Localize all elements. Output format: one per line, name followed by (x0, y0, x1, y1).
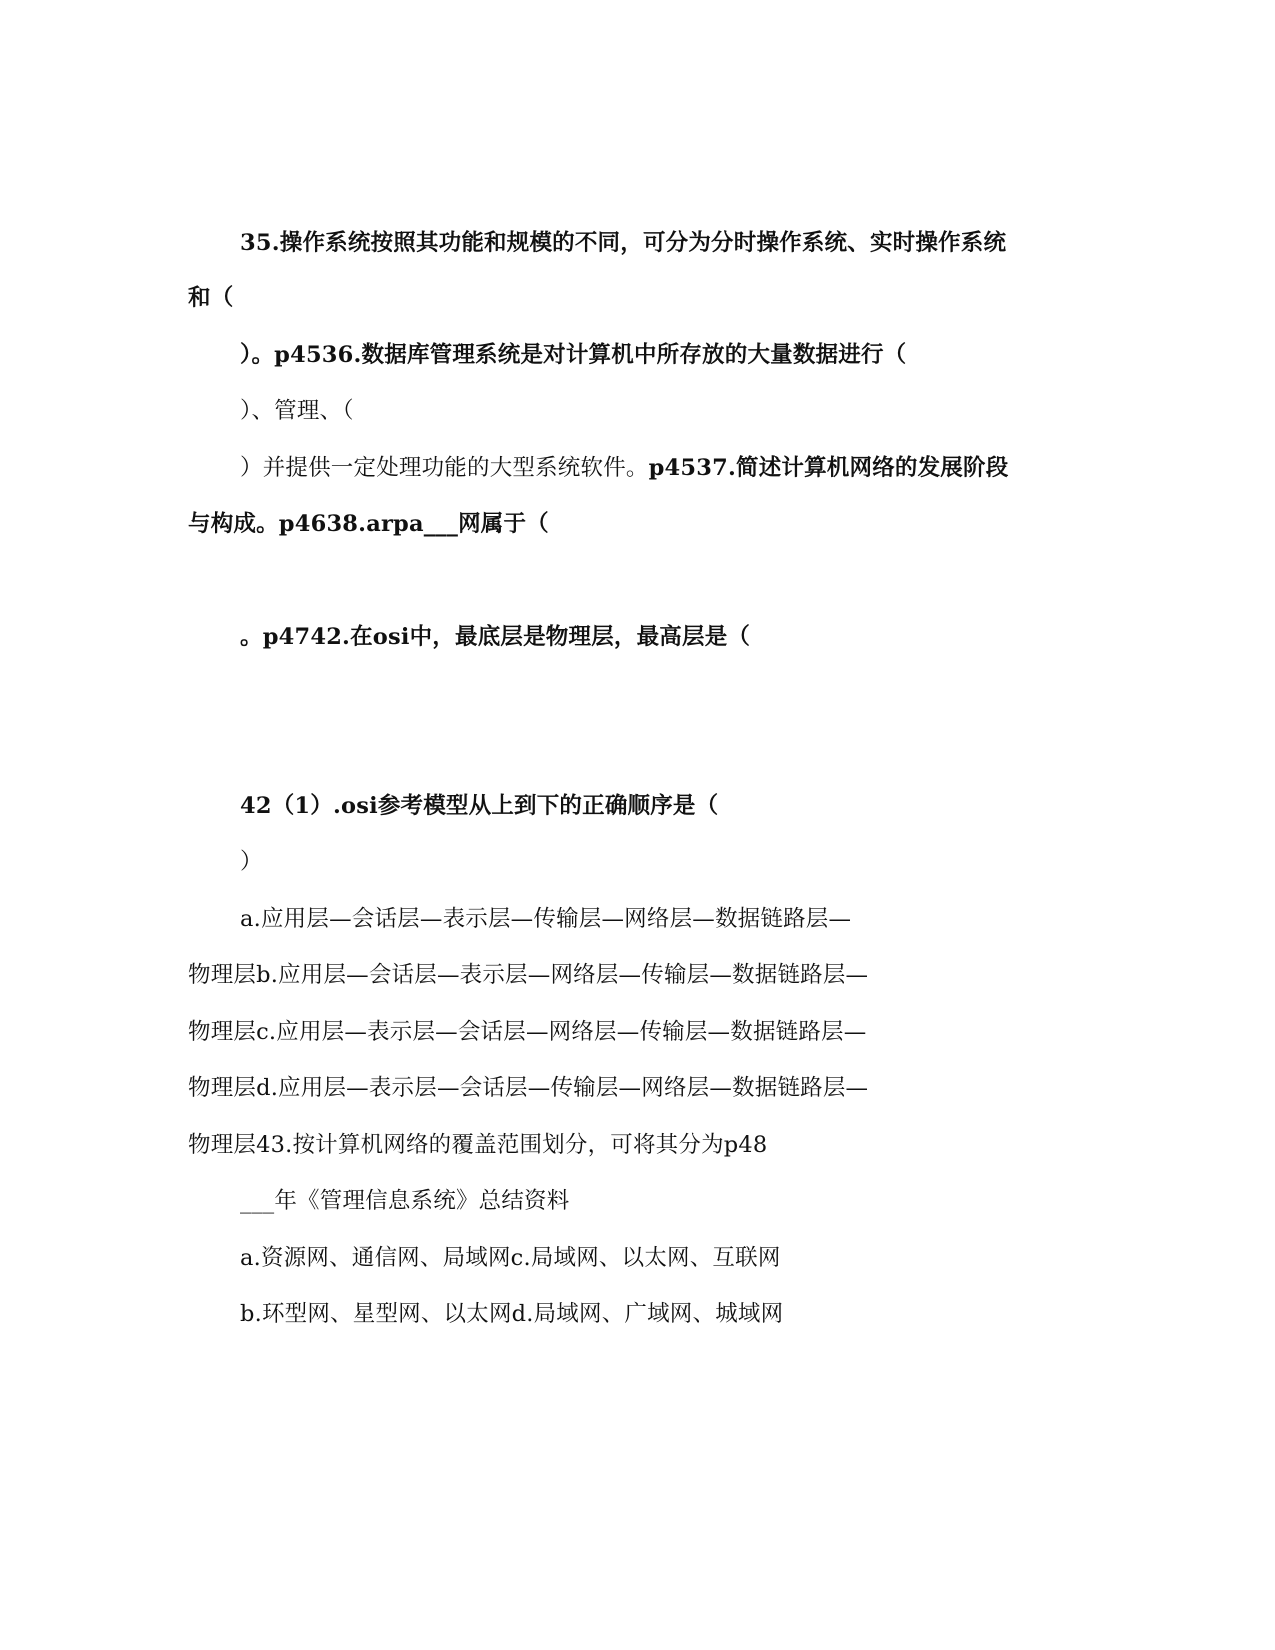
text-segment: b.环型网、星型网、以太网d.局域网、广域网、城域网 (240, 1301, 784, 1327)
text-line-q42-1 (240, 791, 718, 821)
text-segment: 。p4742.在osi中，最底层是物理层，最高层是（ (240, 624, 751, 650)
option-b (188, 960, 868, 990)
text-line-q42 (240, 622, 750, 652)
text-line-q42-1-cont (240, 847, 263, 877)
text-segment: a.资源网、通信网、局域网c.局域网、以太网、互联网 (240, 1245, 781, 1271)
option-d (188, 1073, 868, 1103)
option-a-c (240, 1243, 781, 1273)
text-segment: 与构成。p4638.arpa___网属于（ (188, 511, 549, 537)
option-c (188, 1017, 866, 1047)
option-b-d (240, 1299, 783, 1329)
document-footer-title (240, 1186, 569, 1216)
text-line-q36-q37 (240, 453, 1008, 483)
option-a (240, 904, 851, 934)
text-line-q36-cont (240, 396, 354, 426)
text-segment: 35.操作系统按照其功能和规模的不同，可分为分时操作系统、实时操作系统 (240, 230, 1007, 256)
text-segment: p4537.简述计算机网络的发展阶段 (648, 455, 1009, 481)
text-segment: 和（ (188, 285, 234, 311)
text-line-q43 (188, 1130, 767, 1160)
text-segment: 42（1）.osi参考模型从上到下的正确顺序是（ (240, 793, 719, 819)
text-line-q38 (188, 509, 549, 539)
text-segment: 物理层c.应用层—表示层—会话层—网络层—传输层—数据链路层— (188, 1019, 867, 1045)
text-segment: ）、管理、（ (240, 398, 354, 424)
text-segment: 物理层b.应用层—会话层—表示层—网络层—传输层—数据链路层— (188, 962, 869, 988)
text-segment: ）并提供一定处理功能的大型系统软件。 (240, 455, 649, 481)
text-segment: 物理层43.按计算机网络的覆盖范围划分，可将其分为p48 (188, 1132, 768, 1158)
text-line-q36 (240, 340, 906, 370)
text-line-q35-cont (188, 283, 233, 313)
text-segment: a.应用层—会话层—表示层—传输层—网络层—数据链路层— (240, 906, 852, 932)
text-segment: 物理层d.应用层—表示层—会话层—传输层—网络层—数据链路层— (188, 1075, 869, 1101)
text-segment: ） (240, 849, 263, 875)
text-line-q35 (240, 228, 1006, 258)
text-segment: ）。p4536.数据库管理系统是对计算机中所存放的大量数据进行（ (240, 342, 907, 368)
text-segment: ___年《管理信息系统》总结资料 (240, 1188, 570, 1214)
